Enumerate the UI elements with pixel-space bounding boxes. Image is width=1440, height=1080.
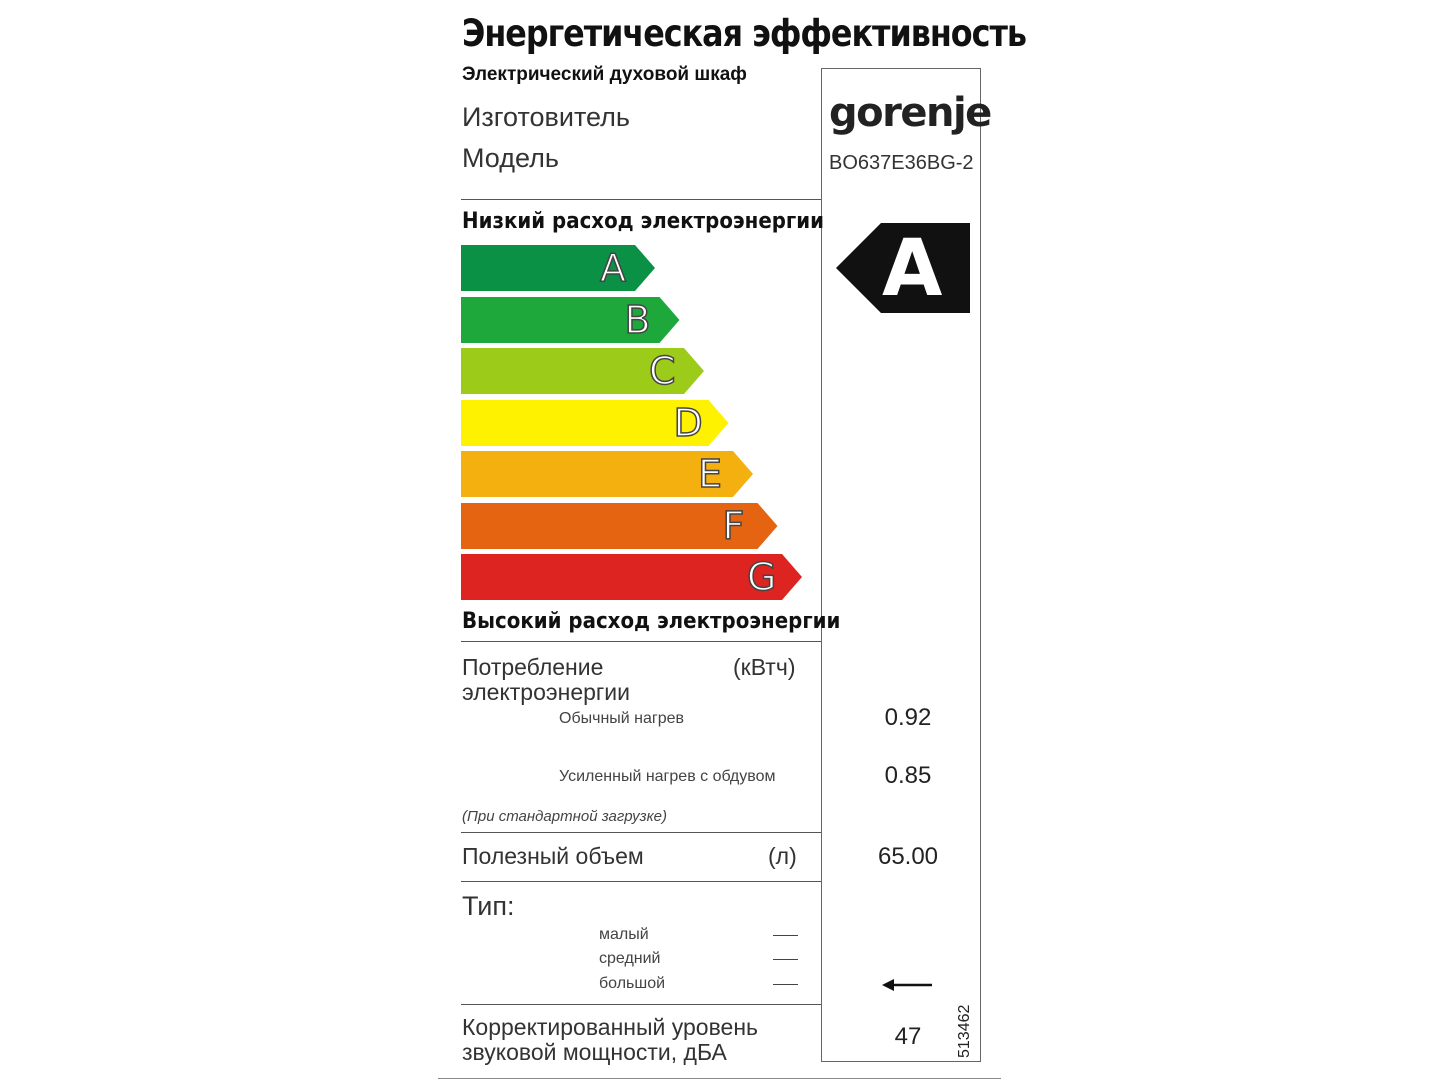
type-dash [773, 935, 798, 936]
energy-class-bar-f [461, 503, 778, 549]
energy-class-letter: E [698, 452, 723, 496]
fan-heating-value: 0.85 [884, 762, 932, 789]
volume-unit: (л) [768, 843, 797, 869]
standard-load-note: (При стандартной загрузке) [462, 808, 667, 825]
energy-class-letter: F [722, 503, 745, 548]
energy-class-letter: B [624, 297, 651, 342]
divider [461, 1004, 821, 1005]
consumption-unit: (кВтч) [733, 654, 796, 680]
energy-class-bar-g [461, 554, 802, 600]
right-column-frame [821, 68, 981, 1062]
model-label: Модель [462, 143, 559, 173]
appliance-type: Электрический духовой шкаф [462, 64, 747, 85]
type-dash [773, 984, 798, 985]
manufacturer-label: Изготовитель [462, 102, 630, 132]
energy-class-bar-b [461, 297, 680, 343]
type-label: Тип: [462, 891, 515, 921]
label-code: 513462 [956, 1004, 973, 1058]
divider [461, 199, 821, 200]
conventional-heating-label: Обычный нагрев [559, 710, 685, 727]
noise-label-line2: звуковой мощности, дБА [462, 1039, 727, 1065]
high-consumption-label: Высокий расход электроэнергии [462, 609, 841, 634]
low-consumption-label: Низкий расход электроэнергии [462, 209, 825, 234]
volume-label: Полезный объем [462, 843, 644, 869]
energy-rating: A [882, 224, 943, 314]
conventional-heating-value: 0.92 [884, 704, 932, 731]
brand-logo: gorenje [829, 90, 991, 136]
fan-heating-label: Усиленный нагрев с обдувом [559, 768, 776, 785]
energy-class-letter: G [747, 555, 777, 599]
energy-class-bar-c [461, 348, 704, 394]
energy-class-letter: C [649, 349, 676, 393]
consumption-label-line1: Потребление [462, 654, 604, 680]
type-dash [773, 959, 798, 960]
type-option-medium: средний [599, 950, 661, 967]
divider [461, 881, 821, 882]
bottom-border [438, 1078, 1001, 1079]
model-number: BO637E36BG-2 [829, 152, 974, 174]
energy-rating-arrow [836, 223, 970, 313]
type-option-small: малый [599, 926, 649, 943]
energy-class-bar-e [461, 451, 753, 497]
noise-label-line1: Корректированный уровень [462, 1014, 759, 1040]
energy-class-letter: A [600, 246, 626, 290]
divider [461, 832, 821, 833]
volume-value: 65.00 [877, 843, 939, 870]
type-option-large: большой [599, 975, 666, 992]
selected-type-arrow-icon [882, 977, 934, 993]
energy-class-bar-d [461, 400, 729, 446]
label-title: Энергетическая эффективность [462, 12, 1026, 55]
energy-class-bar-a [461, 245, 655, 291]
noise-value: 47 [894, 1023, 922, 1050]
energy-class-letter: D [673, 400, 703, 445]
consumption-label-line2: электроэнергии [462, 679, 630, 705]
divider [461, 641, 821, 642]
